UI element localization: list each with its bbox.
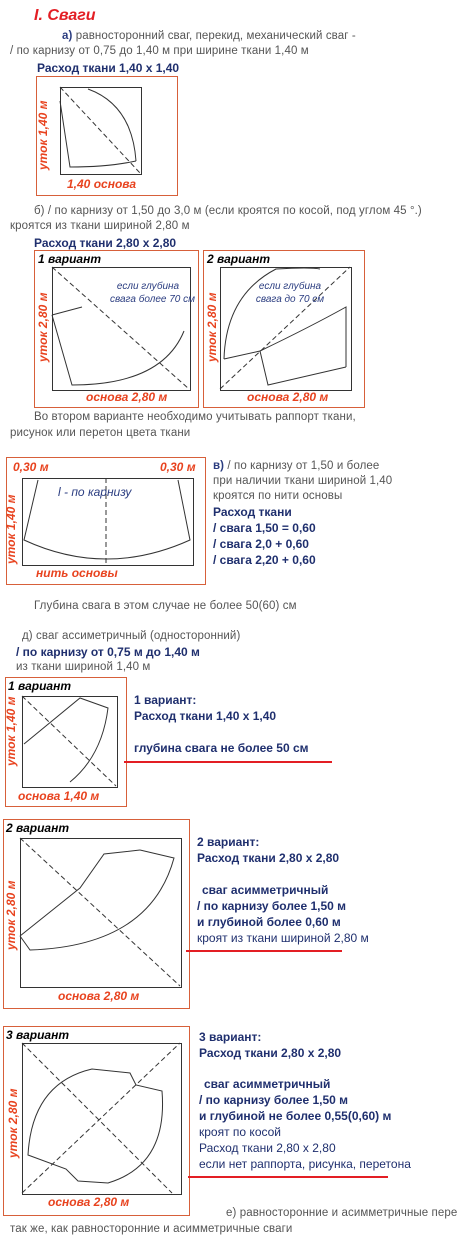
section-v-consumption: Расход ткани bbox=[213, 505, 292, 519]
d-variant2-consumption: Расход ткани 2,80 х 2,80 bbox=[197, 851, 340, 865]
section-a-consumption: Расход ткани 1,40 х 1,40 bbox=[37, 61, 180, 75]
d-variant3-title: 3 вариант: bbox=[199, 1030, 262, 1044]
d-variant3-label: 3 вариант bbox=[6, 1028, 70, 1042]
d-variant2-side-label: уток 2,80 м bbox=[4, 880, 18, 950]
variant2-label: 2 вариант bbox=[207, 252, 271, 266]
d-variant3-line3: и глубиной не более 0,55(0,60) м bbox=[199, 1109, 392, 1123]
section-d-line1: д) сваг ассиметричный (односторонний) bbox=[22, 630, 241, 642]
section-v-line1: в) / по карнизу от 1,50 и более bbox=[213, 460, 380, 472]
d-variant2-pattern bbox=[20, 838, 182, 988]
section-v-depth: Глубина свага в этом случае не более 50(60) см bbox=[34, 600, 297, 612]
variant2-note: если глубина свага до 70 см bbox=[255, 281, 325, 305]
variant2-side-label: уток 2,80 м bbox=[205, 292, 219, 362]
d-variant3-consumption: Расход ткани 2,80 х 2,80 bbox=[199, 1046, 342, 1060]
diagram1-side-label: уток 1,40 м bbox=[36, 100, 50, 170]
section-v-formula3: / свага 2,20 + 0,60 bbox=[213, 553, 316, 567]
d-variant2-line3: и глубиной более 0,60 м bbox=[197, 915, 341, 929]
section-v-line3: кроятся по нити основы bbox=[213, 490, 343, 502]
section-v-right-margin: 0,30 м bbox=[160, 460, 196, 474]
section-v-left-margin: 0,30 м bbox=[13, 460, 49, 474]
d-variant2-title: 2 вариант: bbox=[197, 835, 260, 849]
d-variant1-consumption: Расход ткани 1,40 х 1,40 bbox=[134, 709, 277, 723]
d-variant2-label: 2 вариант bbox=[6, 821, 70, 835]
variant1-side-label: уток 2,80 м bbox=[36, 292, 50, 362]
section-v-line2: при наличии ткани шириной 1,40 bbox=[213, 475, 393, 487]
d-variant3-line4: кроят по косой bbox=[199, 1125, 282, 1139]
d-variant3-line2: / по карнизу более 1,50 м bbox=[199, 1093, 349, 1107]
section-d-line3: из ткани шириной 1,40 м bbox=[16, 661, 151, 673]
section-v-cornice-label: l - по карнизу bbox=[58, 485, 132, 499]
d-variant1-depth: глубина свага не более 50 см bbox=[134, 741, 309, 755]
section-b-note-line1: Во втором варианте необходимо учитывать раппорт ткани, bbox=[34, 411, 356, 423]
variant1-bottom-label: основа 2,80 м bbox=[86, 390, 168, 404]
d-variant2-line4: кроят из ткани шириной 2,80 м bbox=[197, 931, 369, 945]
section-e-line2: так же, как равносторонние и асимметричные сваги bbox=[10, 1223, 293, 1235]
d-variant2-line1: сваг асимметричный bbox=[202, 883, 329, 897]
section-v-formula1: / свага 1,50 = 0,60 bbox=[213, 521, 316, 535]
section-v-formula2: / свага 2,0 + 0,60 bbox=[213, 537, 309, 551]
page-title: I. Сваги bbox=[34, 7, 96, 24]
section-e-line1: е) равносторонние и асимметричные пере bbox=[226, 1207, 458, 1219]
section-v-bottom-label: нить основы bbox=[36, 566, 118, 580]
d-variant3-line5: Расход ткани 2,80 х 2,80 bbox=[199, 1141, 336, 1155]
d-variant3-line6: если нет раппорта, рисунка, перетона bbox=[199, 1157, 411, 1171]
d-variant2-underline bbox=[186, 950, 342, 952]
section-a-line2: / по карнизу от 0,75 до 1,40 м при ширине ткани 1,40 м bbox=[10, 45, 309, 57]
d-variant3-pattern bbox=[22, 1043, 182, 1195]
section-b-line2: кроятся из ткани шириной 2,80 м bbox=[10, 220, 190, 232]
section-v-marker: в) bbox=[213, 460, 225, 472]
d-variant2-line2: / по карнизу более 1,50 м bbox=[197, 899, 347, 913]
section-b-consumption: Расход ткани 2,80 х 2,80 bbox=[34, 236, 177, 250]
variant1-label: 1 вариант bbox=[38, 252, 102, 266]
d-variant2-bottom-label: основа 2,80 м bbox=[58, 989, 140, 1003]
variant2-bottom-label: основа 2,80 м bbox=[247, 390, 329, 404]
section-d-line2: / по карнизу от 0,75 м до 1,40 м bbox=[16, 645, 200, 659]
diagram1-pattern bbox=[60, 87, 142, 175]
section-a-line1: а) равносторонний сваг, перекид, механический сваг - bbox=[62, 30, 356, 42]
d-variant1-title: 1 вариант: bbox=[134, 693, 197, 707]
diagram1-bottom-label: 1,40 основа bbox=[67, 177, 137, 191]
d-variant1-bottom-label: основа 1,40 м bbox=[18, 789, 100, 803]
section-b-line1: б) / по карнизу от 1,50 до 3,0 м (если кроятся по косой, под углом 45 °.) bbox=[34, 205, 422, 217]
section-v-side-label: уток 1,40 м bbox=[4, 494, 18, 564]
d-variant1-label: 1 вариант bbox=[8, 679, 72, 693]
d-variant3-side-label: уток 2,80 м bbox=[6, 1088, 20, 1158]
d-variant3-bottom-label: основа 2,80 м bbox=[48, 1195, 130, 1209]
variant1-note: если глубина свага более 70 см bbox=[110, 281, 195, 305]
d-variant1-side-label: уток 1,40 м bbox=[4, 696, 18, 766]
d-variant1-pattern bbox=[22, 696, 118, 788]
d-variant3-underline bbox=[188, 1176, 388, 1178]
d-variant1-underline bbox=[124, 761, 332, 763]
section-a-marker: а) bbox=[62, 30, 73, 42]
d-variant3-line1: сваг асимметричный bbox=[204, 1077, 331, 1091]
section-b-note-line2: рисунок или перетон цвета ткани bbox=[10, 427, 191, 439]
